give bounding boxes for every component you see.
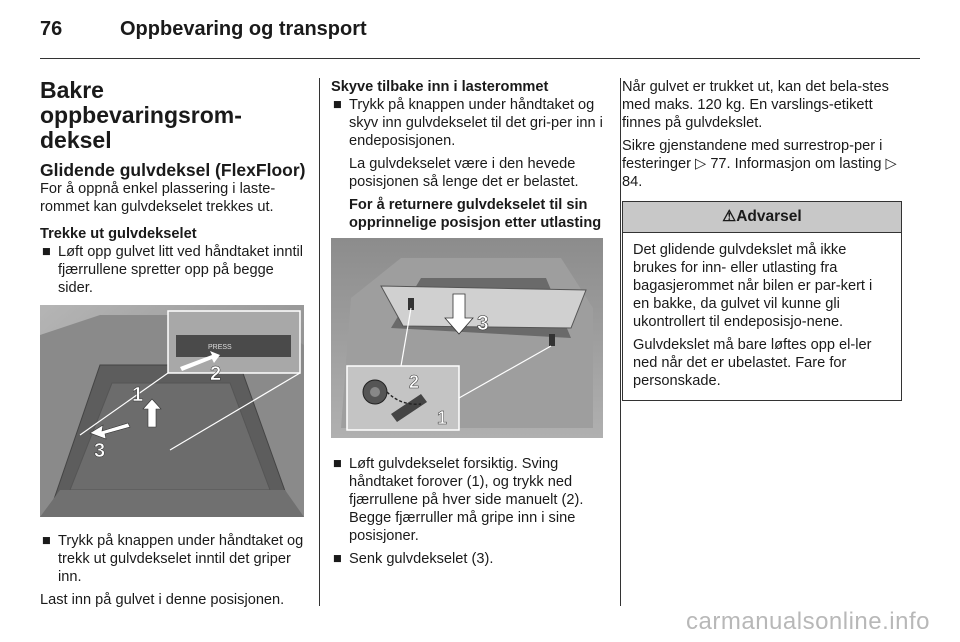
closing-text: Last inn på gulvet i denne posisjonen. [40, 592, 285, 608]
intro-line-2: rommet kan gulvdekselet trekkes ut. [40, 199, 274, 215]
ref-text-c: . [638, 174, 643, 190]
callout-2: 2 [409, 372, 420, 392]
square-bullet-icon: ■ [42, 533, 51, 549]
ref-text-a: Sikre gjenstandene med surrestrop-per i festeringer [622, 138, 883, 172]
page-header-title: Oppbevaring og transport [120, 18, 367, 40]
square-bullet-icon: ■ [333, 97, 342, 113]
body-text: Når gulvet er trukket ut, kan det bela-stes med maks. 120 kg. En varslings-etikett finnes på gulvdekslet. [622, 79, 889, 131]
press-label: PRESS [208, 344, 232, 351]
warning-text: Gulvdekslet må bare løftes opp el-ler ned når det er ubelastet. Fare for personskade. [633, 337, 872, 389]
ref-text-b: . Informasjon om lasting [726, 156, 886, 172]
callout-1: 1 [132, 384, 144, 406]
section-heading-line1: Bakre oppbevaringsrom- [40, 77, 242, 128]
header-divider [40, 58, 920, 59]
trunk-illustration [40, 305, 304, 517]
warning-text: Det glidende gulvdekslet må ikke brukes for inn- eller utlasting fra bagasjerommet når bilen er par-kert i en bakke, da gulvet vil kunne gli ukontrollert til endeposisjo-nene. [633, 242, 873, 330]
figure-floor-return [331, 238, 603, 443]
column-divider-1 [319, 78, 320, 606]
watermark: carmanualsonline.info [686, 608, 930, 635]
callout-3: 3 [477, 312, 489, 335]
procedure-heading: Trekke ut gulvdekselet [40, 226, 197, 242]
list-item [331, 96, 603, 150]
figure-floor-pull-out [40, 305, 306, 522]
page-reference-link[interactable]: 77 [710, 156, 727, 172]
page-reference-link[interactable]: 84 [622, 174, 639, 190]
column-3 [622, 78, 902, 401]
intro-line-1: For å oppnå enkel plassering i laste- [40, 181, 276, 197]
return-illustration [331, 238, 603, 438]
column-1 [40, 78, 306, 609]
section-heading [40, 78, 306, 153]
warning-triangle-icon: ⚠ [722, 208, 737, 225]
list-item [331, 455, 603, 545]
warning-header [623, 202, 901, 233]
list-item-text: Løft opp gulvet litt ved håndtaket inntil fjærrullene spretter opp på begge sider. [58, 244, 304, 296]
page-number: 76 [40, 18, 63, 40]
warning-body [623, 233, 901, 400]
triangle-ref-icon: ▷ [695, 156, 707, 172]
procedure-heading: Skyve tilbake inn i lasterommet [331, 79, 549, 95]
list-item [40, 243, 306, 297]
callout-1: 1 [437, 408, 448, 428]
warning-box [622, 201, 902, 401]
square-bullet-icon: ■ [42, 244, 51, 260]
square-bullet-icon: ■ [333, 551, 342, 567]
body-text: La gulvdekselet være i den hevede posisjonen så lenge det er belastet. [349, 156, 579, 190]
list-item-text: Trykk på knappen under håndtaket og skyv inn gulvdekselet til det gri-per inn i endeposisjonen. [349, 97, 603, 149]
subsection-heading: Glidende gulvdeksel (FlexFloor) [40, 160, 306, 180]
square-bullet-icon: ■ [333, 456, 342, 472]
list-item-text: Trykk på knappen under håndtaket og trekk ut gulvdekselet inntil det griper inn. [58, 533, 304, 585]
callout-2: 2 [210, 363, 222, 385]
column-2 [331, 78, 603, 568]
list-item [40, 532, 306, 586]
list-item [331, 550, 603, 568]
list-item-text: Løft gulvdekselet forsiktig. Sving håndtaket forover (1), og trykk ned fjærrullene på hver side manuelt (2). Begge fjærruller må gripe inn i sine posisjoner. [349, 456, 584, 544]
callout-3: 3 [94, 440, 106, 462]
list-item-text: Senk gulvdekselet (3). [349, 551, 494, 567]
intro-text [40, 180, 306, 216]
section-heading-line2: deksel [40, 127, 112, 153]
bold-note: For å returnere gulvdekselet til sin opprinnelige posisjon etter utlasting [349, 197, 602, 231]
column-divider-2 [620, 78, 621, 606]
triangle-ref-icon: ▷ [885, 156, 897, 172]
body-text-references [622, 137, 902, 191]
warning-title: Advarsel [736, 208, 802, 225]
